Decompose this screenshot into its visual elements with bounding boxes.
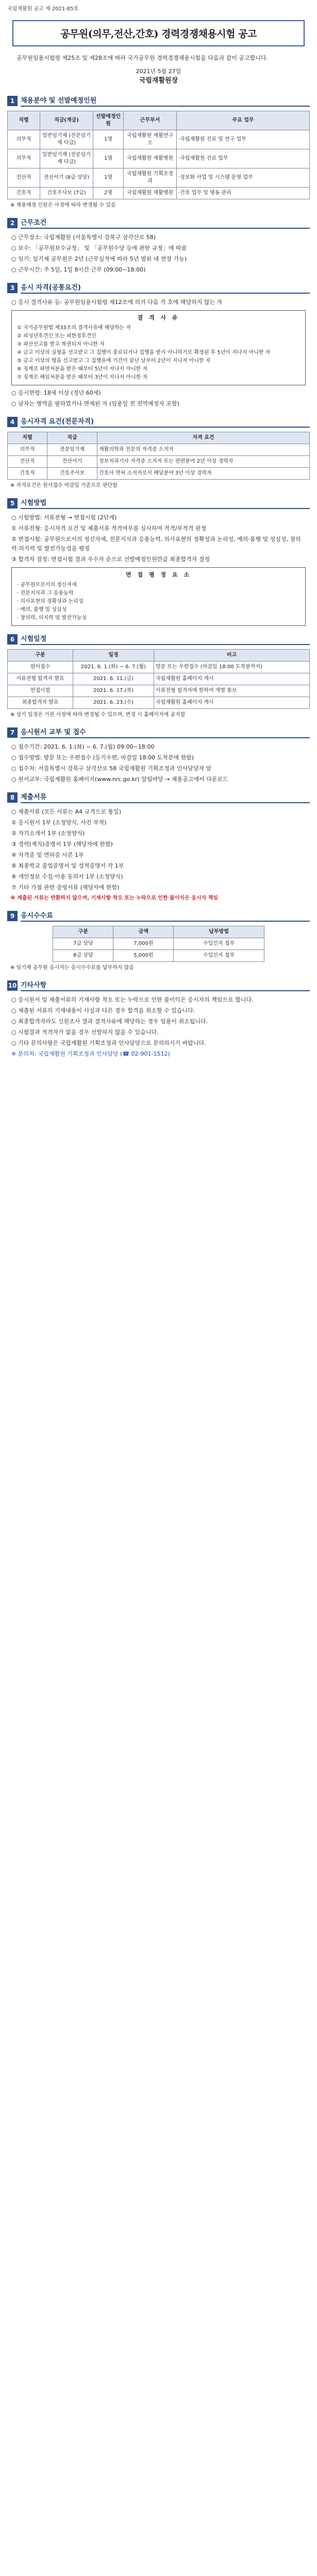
table-cell: 국립재활원 기획조정과 [124,168,177,188]
section-9-heading [7,910,310,922]
table-cell: 전산직 [8,168,40,188]
list-item: ○ 접수방법: 방문 또는 우편접수 (등기우편, 마감일 18:00 도착분에 한함) [11,754,194,761]
list-item: ○ 시험결과 적격자가 없을 경우 선발하지 않을 수 있습니다. [11,1029,159,1036]
documents-lead: ○ 제출서류 (모든 서류는 A4 규격으로 통일) [11,808,122,815]
table-note: ※ 임기제 공무원 응시자는 응시수수료를 납부하지 않음 [10,965,134,971]
table-cell: 수입인지 첩부 [174,950,264,962]
age-requirement: ○ 응시연령: 18세 이상 (정년 60세) [11,389,101,396]
table-cell: 면접시험 [8,685,73,697]
table-row [8,468,310,480]
section-number: 10 [7,980,18,991]
table-cell: 2021. 6. 17.(목) [73,685,154,697]
table-cell: 1명 [93,149,124,168]
table-cell: 서류전형 합격자에 한하여 개별 통보 [154,685,310,697]
table-header: 직급 [47,432,97,444]
list-item: ⑤ 금고 이상의 형을 선고받고 그 집행유예 기간이 끝난 날부터 2년이 지나지 아니한 자 [17,358,211,364]
list-item: ○ 근무시간: 주 5일, 1일 8시간 근무 (09:00~18:00) [11,266,146,273]
table-cell: 5,000원 [113,950,174,962]
table-cell: 의무직 [8,444,47,456]
list-item: ② 면접시험: 공무원으로서의 정신자세, 전문지식과 응용능력, 의사표현의 정확성과 논리성, 예의·품행 및 성실성, 창의력·의지력 및 발전가능성을 평정 [11,536,301,552]
list-item: · 전문지식과 그 응용능력 [17,590,74,596]
table-cell: 7,000원 [113,938,174,950]
list-item: ○ 보수: 「공무원보수규정」 및 「공무원수당 등에 관한 규정」에 따름 [11,245,187,251]
box-title: 결 격 사 유 [137,314,180,321]
section-5-heading [7,497,310,509]
section-7-heading [7,726,310,738]
section-title: 응시수수료 [21,910,310,922]
section-6-heading [7,633,310,645]
table-cell: 1명 [93,130,124,149]
table-cell: ·국립재활원 진료 업무 [177,149,310,168]
qualification-table [7,432,310,480]
list-item: ○ 접수기간: 2021. 6. 1.(화) ~ 6. 7.(월) 09:00~18:00 [11,743,155,750]
table-header-row [8,432,310,444]
table-cell: 방문 또는 우편접수 (마감일 18:00 도착분까지) [154,662,310,673]
table-cell: 의무직 [8,130,40,149]
section-number: 8 [7,792,18,803]
list-item: ③ 경력(재직)증명서 1부 (해당자에 한함) [11,841,113,848]
section-1-heading [7,95,310,107]
table-note: ※ 채용예정 인원은 사정에 따라 변경될 수 있음 [10,202,116,208]
section-title: 응시원서 교부 및 접수 [21,726,310,738]
section-title: 제출서류 [21,791,310,803]
table-header: 일정 [73,650,154,662]
table-cell: 일반임기제 (전문임기제 다급) [40,149,93,168]
table-row [53,950,264,962]
list-item: ⑥ 개인정보 수집·이용 동의서 1부 (소정양식) [11,873,123,880]
table-row [8,444,310,456]
list-item: ○ 최종합격자라도 신원조사 결과 결격사유에 해당하는 경우 임용이 취소됩니다. [11,1018,208,1025]
section-number: 7 [7,727,18,738]
box-title: 면 접 평 정 요 소 [126,571,191,578]
table-cell: 간호직 [8,468,47,480]
table-cell: 국립재활원 홈페이지 게시 [154,697,310,709]
intro-text: 공무원임용시험령 제25조 및 제28조에 따라 국가공무원 경력경쟁채용시험을 다음과 같이 공고합니다. [16,55,268,61]
list-item: · 예의, 품행 및 성실성 [17,607,67,613]
disqualification-box [11,310,306,385]
table-cell: 간호주사보 (7급) [40,188,93,199]
table-row [8,673,310,685]
table-note: ※ 상기 일정은 기관 사정에 따라 변경될 수 있으며, 변경 시 홈페이지에 공지함 [10,712,186,718]
table-cell: 전산직 [8,456,47,468]
section-title: 근무조건 [21,217,310,229]
section-title: 기타사항 [21,979,310,991]
list-item: ④ 자격증 및 면허증 사본 1부 [11,852,84,858]
exam-method-lead: ○ 시험방법: 서류전형 → 면접시험 (2단계) [11,514,117,521]
list-item: ○ 원서교부: 국립재활원 홈페이지(www.nrc.go.kr) 알림마당 → 채용공고에서 다운로드 [11,776,228,783]
table-cell: 1명 [93,168,124,188]
table-row [8,168,310,188]
contact-info: ※ 문의처: 국립재활원 기획조정과 인사담당 (☎ 02-901-1512) [11,1050,170,1057]
table-cell: 전산서기 (8급 상당) [40,168,93,188]
table-cell: ·간호 업무 및 병동 관리 [177,188,310,199]
list-item: ○ 임기: 임기제 공무원은 2년 (근무실적에 따라 5년 범위 내 연장 가능) [11,256,187,262]
interview-criteria-box [11,567,306,626]
section-10-heading [7,979,310,991]
table-cell: ·국립재활원 진료 및 연구 업무 [177,130,310,149]
section-number: 9 [7,911,18,921]
table-header-row [8,111,310,130]
table-row [8,188,310,199]
section-number: 2 [7,218,18,228]
table-row [8,130,310,149]
list-item: ⑥ 징계로 파면처분을 받은 때부터 5년이 지나지 아니한 자 [17,366,148,372]
table-header: 금액 [113,926,174,938]
table-cell: 전문임기제 [47,444,97,456]
section-4-heading [7,416,310,428]
section-number: 3 [7,283,18,293]
table-cell: 서류전형 합격자 발표 [8,673,73,685]
table-header: 선발예정인원 [93,111,124,130]
table-header: 주요 업무 [177,111,310,130]
list-item: ① 응시원서 1부 (소정양식, 사진 부착) [11,819,107,826]
table-cell: 8급 상당 [53,950,113,962]
notice-date: 2021년 5월 27일 [136,68,181,75]
title-box [12,20,305,46]
table-cell: 일반임기제 (전문임기제 다급) [40,130,93,149]
eligibility-lead: ○ 응시 결격사유 등: 공무원임용시험령 제12조에 의거 다음 각 호에 해당하지 않는 자 [11,299,223,306]
table-header: 직렬 [8,432,47,444]
table-row [8,662,310,673]
section-title: 시험방법 [21,497,310,509]
date-block [7,67,310,86]
section-8-heading [7,791,310,803]
recruit-table [7,111,310,199]
section-number: 1 [7,96,18,106]
list-item: ○ 기타 문의사항은 국립재활원 기획조정과 인사담당으로 문의하시기 바랍니다. [11,1040,206,1046]
list-item: ③ 파산선고를 받고 복권되지 아니한 자 [17,342,105,347]
table-cell: 의무직 [8,149,40,168]
list-item: ○ 접수처: 서울특별시 강북구 삼각산로 58 국립재활원 기획조정과 인사담당자 앞 [11,765,212,772]
table-header: 직급(계급) [40,111,93,130]
list-item: ② 자기소개서 1부 (소정양식) [11,830,85,837]
list-item: ○ 제출된 서류의 기재내용이 사실과 다른 경우 합격을 취소할 수 있습니다. [11,1007,195,1014]
list-item: ① 서류전형: 응시자격 요건 및 제출서류 적격여부를 심사하여 적격/부적격 판정 [11,525,207,532]
notice-number: 국립재활원 공고 제 2021-85호 [7,6,79,12]
section-2-heading [7,217,310,229]
agency-name: 국립재활원장 [139,77,178,84]
table-header-row [8,650,310,662]
table-cell: 2021. 6. 23.(수) [73,697,154,709]
table-cell: 국립재활원 재활병원 [124,188,177,199]
section-title: 채용분야 및 선발예정인원 [21,95,310,107]
section-3-heading [7,282,310,294]
section-title: 응시 자격(공통요건) [21,282,310,294]
table-cell: 간호직 [8,188,40,199]
list-item: ② 피성년후견인 또는 피한정후견인 [17,333,96,339]
table-row [53,938,264,950]
table-cell: 수입인지 첩부 [174,938,264,950]
schedule-table [7,649,310,709]
military-requirement: ○ 남자는 병역을 필하였거나 면제된 자 (임용일 전 전역예정자 포함) [11,400,179,407]
table-cell: 간호주사보 [47,468,97,480]
table-cell: 재활의학과 전문의 자격증 소지자 [97,444,310,456]
table-header: 비고 [154,650,310,662]
section-title: 응시자격 요건(전문자격) [21,416,310,428]
list-item: · 창의력, 의지력 및 발전가능성 [17,615,87,621]
table-row [8,697,310,709]
table-cell: 원서접수 [8,662,73,673]
table-header: 직렬 [8,111,40,130]
table-cell: 2021. 6. 11.(금) [73,673,154,685]
table-row [8,149,310,168]
list-item: ③ 합격자 결정: 면접시험 결과 우수자 순으로 선발예정인원만큼 최종합격자 결정 [11,556,210,563]
list-item: · 의사표현의 정확성과 논리성 [17,599,84,604]
table-row [8,685,310,697]
list-item: ⑦ 징계로 해임처분을 받은 때부터 3년이 지나지 아니한 자 [17,375,148,380]
table-cell: ·정보화 사업 및 시스템 운영 업무 [177,168,310,188]
table-cell: 최종합격자 발표 [8,697,73,709]
notice-title: 공무원(의무,전산,간호) 경력경쟁채용시험 공고 [60,28,257,40]
table-header-row [53,926,264,938]
table-cell: 전산서기 [47,456,97,468]
list-item: ⑦ 기타 가점 관련 증빙서류 (해당자에 한함) [11,884,120,891]
table-header: 납부방법 [174,926,264,938]
section-number: 5 [7,498,18,509]
table-cell: 간호사 면허 소지자로서 해당분야 3년 이상 경력자 [97,468,310,480]
table-cell: 2명 [93,188,124,199]
table-cell: 정보처리기사 자격증 소지자 또는 관련분야 2년 이상 경력자 [97,456,310,468]
table-cell: 2021. 6. 1.(화) ~ 6. 7.(월) [73,662,154,673]
fee-table [53,926,264,962]
section-number: 4 [7,417,18,427]
table-header: 근무부서 [124,111,177,130]
table-note: ※ 자격요건은 원서접수 마감일 기준으로 판단함 [10,483,118,488]
table-header: 구분 [53,926,113,938]
section-number: 6 [7,634,18,645]
list-item: ⑤ 최종학교 졸업증명서 및 성적증명서 각 1부 [11,862,124,869]
list-item: ○ 응시원서 및 제출서류의 기재사항 착오 또는 누락으로 인한 불이익은 응시자의 책임으로 합니다. [11,996,254,1003]
list-item: · 공무원으로서의 정신자세 [17,582,77,588]
section-title: 시험일정 [21,633,310,645]
list-item: ① 국가공무원법 제33조의 결격사유에 해당하는 자 [17,325,131,331]
list-item: ④ 금고 이상의 실형을 선고받고 그 집행이 종료되거나 집행을 받지 아니하기로 확정된 후 5년이 지나지 아니한 자 [17,350,271,355]
table-cell: 국립재활원 재활병원 [124,149,177,168]
table-cell: 국립재활원 재활연구소 [124,130,177,149]
table-row [8,456,310,468]
table-header: 구분 [8,650,73,662]
list-item: ○ 근무장소: 국립재활원 (서울특별시 강북구 삼각산로 58) [11,234,156,241]
table-cell: 7급 상당 [53,938,113,950]
documents-note: ※ 제출된 서류는 반환하지 않으며, 기재사항 착오 또는 누락으로 인한 불이익은 응시자 책임 [10,895,219,901]
table-cell: 국립재활원 홈페이지 게시 [154,673,310,685]
table-header: 자격 요건 [97,432,310,444]
